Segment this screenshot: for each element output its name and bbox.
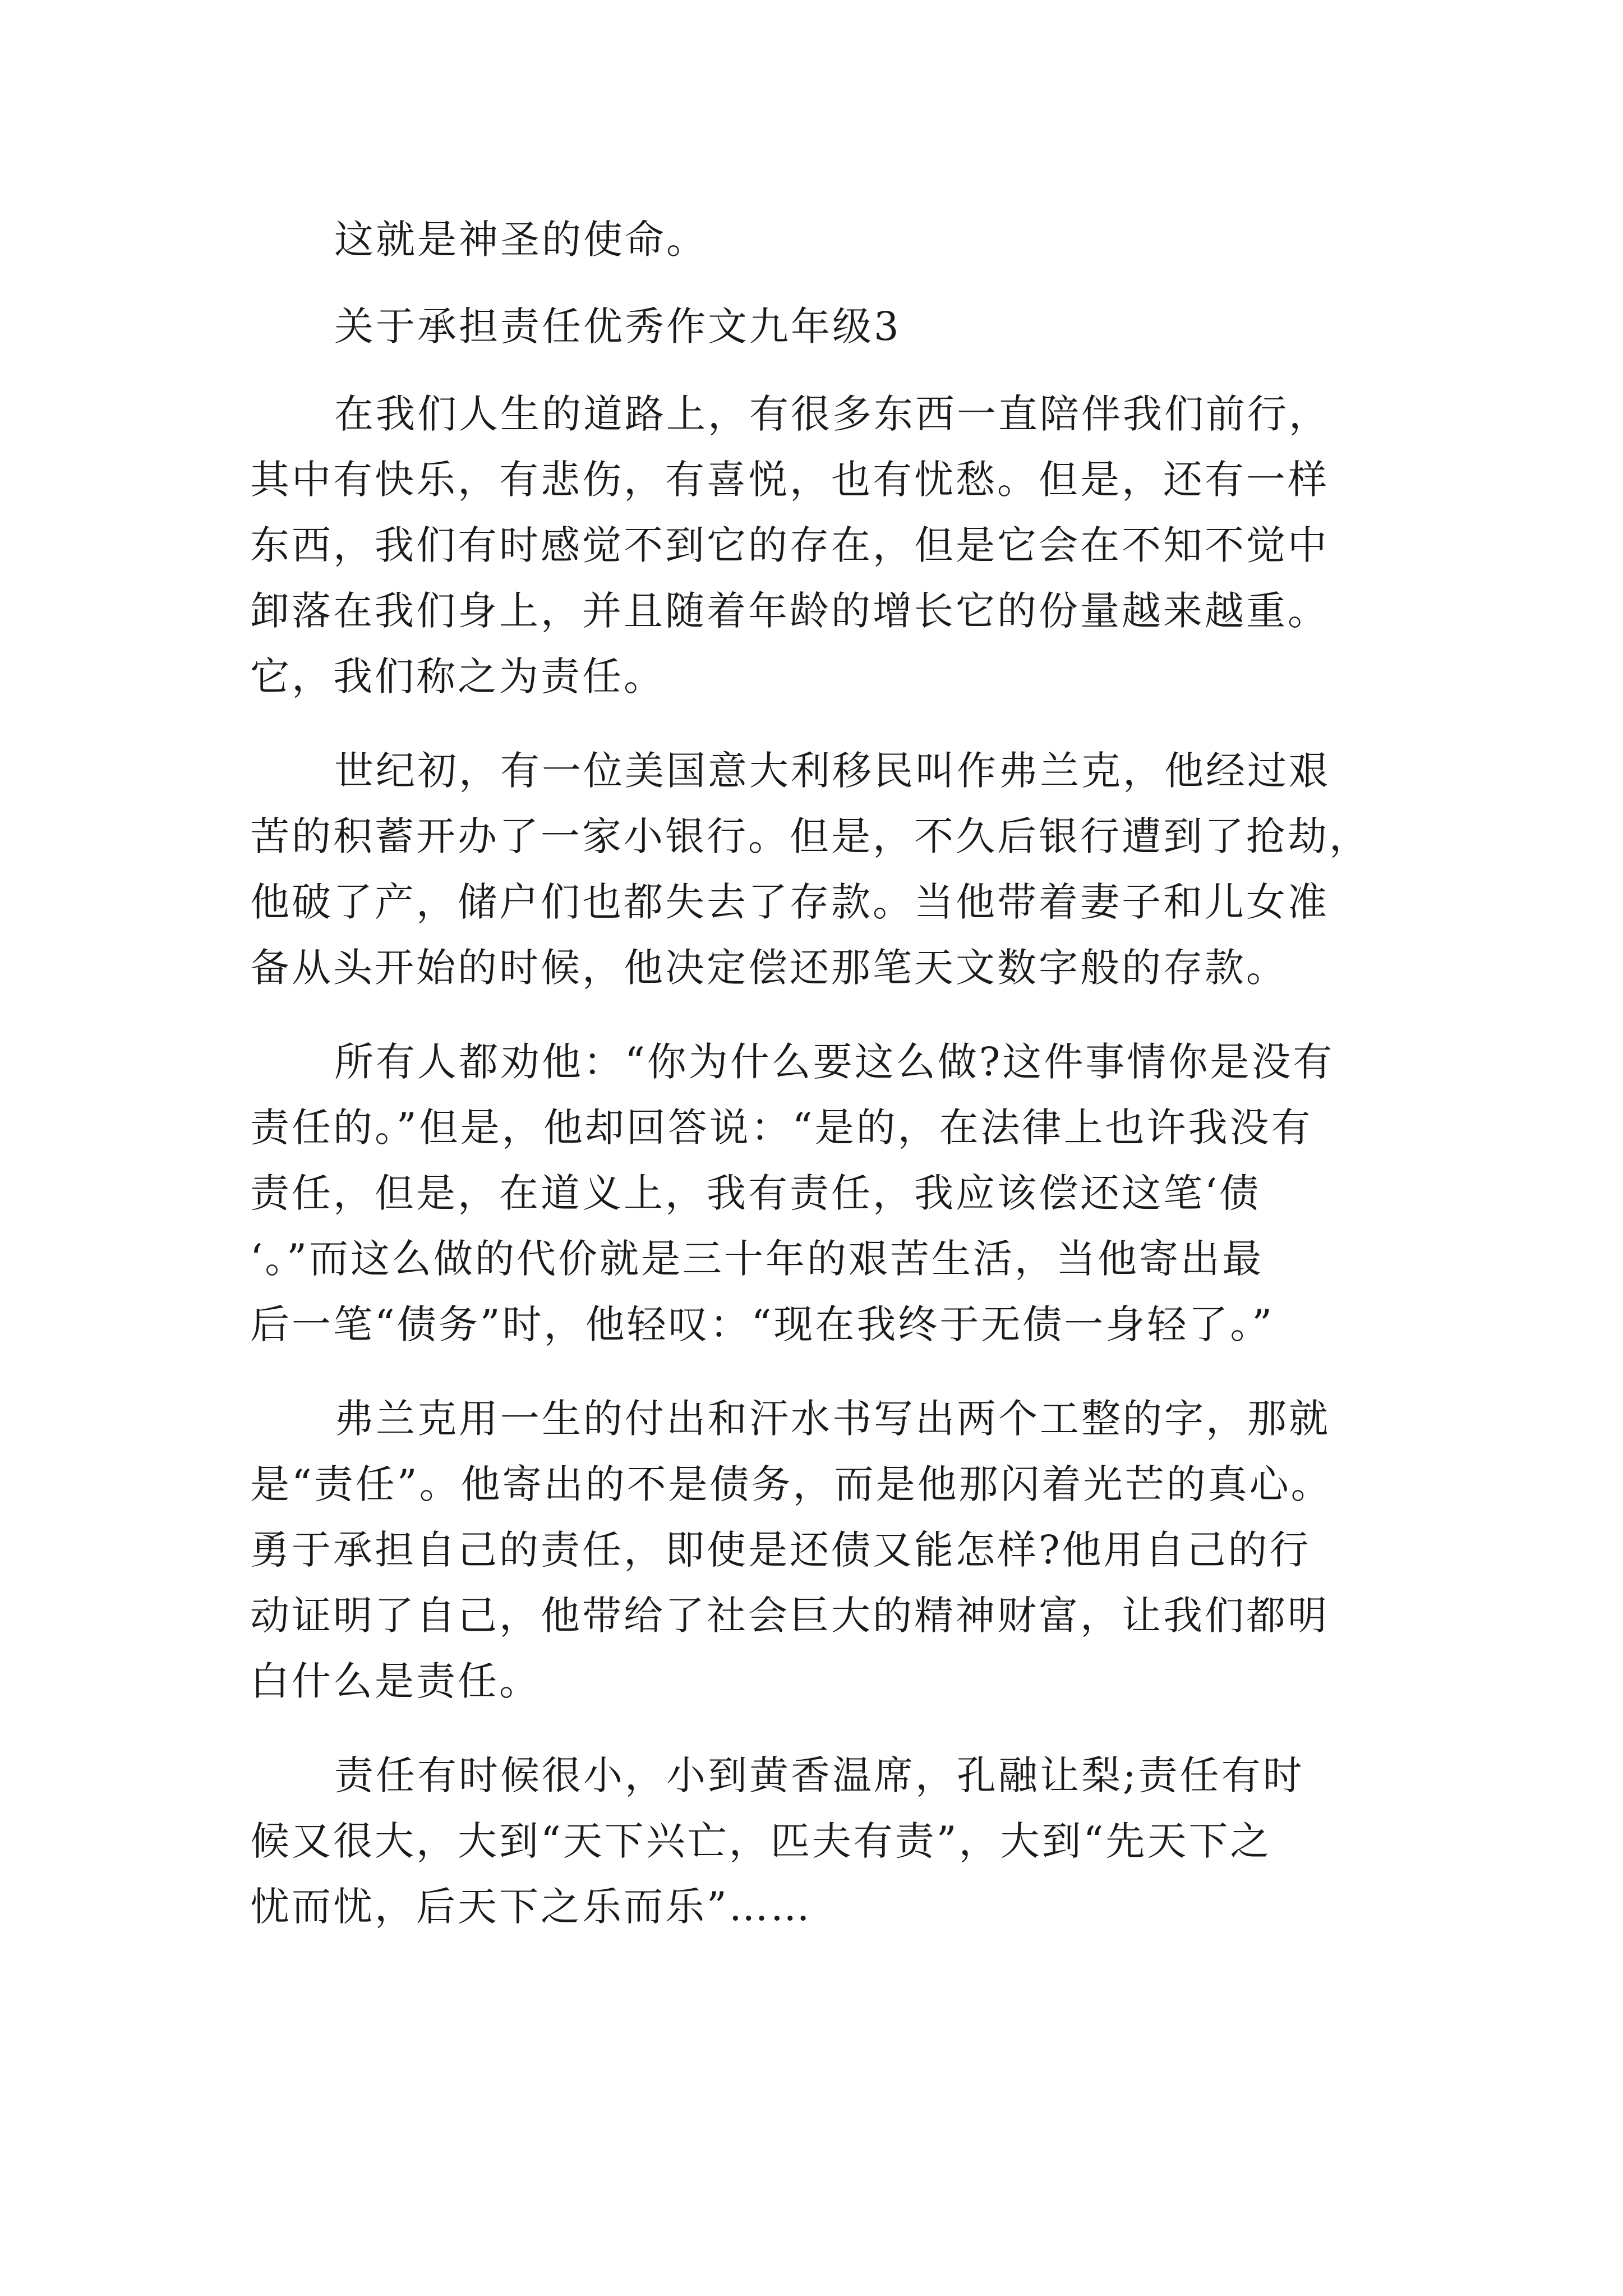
paragraph-2-line-2: 苦的积蓄开办了一家小银行。但是，不久后银行遭到了抢劫， — [250, 813, 1371, 859]
paragraph-3-line-5: 后一笔“债务”时，他轻叹：“现在我终于无债一身轻了。” — [250, 1301, 1275, 1347]
essay-title: 关于承担责任优秀作文九年级3 — [334, 303, 901, 349]
text-line-sacred-mission: 这就是神圣的使命。 — [334, 217, 708, 263]
paragraph-3-line-3: 责任，但是，在道义上，我有责任，我应该偿还这笔‘债 — [250, 1170, 1261, 1216]
paragraph-5-line-3: 忧而忧，后天下之乐而乐”…… — [250, 1884, 812, 1930]
paragraph-3-line-4: ‘。”而这么做的代价就是三十年的艰苦生活，当他寄出最 — [250, 1236, 1264, 1282]
paragraph-3-line-1: 所有人都劝他：“你为什么要这么做?这件事情你是没有 — [334, 1039, 1335, 1085]
paragraph-3-line-2: 责任的。”但是，他却回答说：“是的，在法律上也许我没有 — [250, 1105, 1313, 1151]
paragraph-4-line-5: 白什么是责任。 — [250, 1658, 541, 1704]
paragraph-1-line-5: 它，我们称之为责任。 — [250, 654, 665, 700]
paragraph-2-line-4: 备从头开始的时候，他决定偿还那笔天文数字般的存款。 — [250, 945, 1288, 991]
paragraph-2-line-3: 他破了产，储户们也都失去了存款。当他带着妻子和儿女准 — [250, 879, 1329, 925]
paragraph-1-line-4: 卸落在我们身上，并且随着年龄的增长它的份量越来越重。 — [250, 588, 1329, 634]
paragraph-4-line-3: 勇于承担自己的责任，即使是还债又能怎样?他用自己的行 — [250, 1527, 1311, 1573]
paragraph-4-line-2: 是“责任”。他寄出的不是债务，而是他那闪着光芒的真心。 — [250, 1461, 1332, 1507]
paragraph-1-line-1: 在我们人生的道路上，有很多东西一直陪伴我们前行， — [334, 391, 1330, 437]
paragraph-5-line-1: 责任有时候很小，小到黄香温席，孔融让梨;责任有时 — [334, 1752, 1304, 1798]
paragraph-1-line-2: 其中有快乐，有悲伤，有喜悦，也有忧愁。但是，还有一样 — [250, 457, 1329, 503]
paragraph-5-line-2: 候又很大，大到“天下兴亡，匹夫有责”，大到“先天下之 — [250, 1818, 1272, 1864]
paragraph-4-line-4: 动证明了自己，他带给了社会巨大的精神财富，让我们都明 — [250, 1593, 1329, 1639]
paragraph-1-line-3: 东西，我们有时感觉不到它的存在，但是它会在不知不觉中 — [250, 522, 1329, 568]
paragraph-4-line-1: 弗兰克用一生的付出和汗水书写出两个工整的字，那就 — [334, 1396, 1330, 1442]
paragraph-2-line-1: 世纪初，有一位美国意大利移民叫作弗兰克，他经过艰 — [334, 748, 1330, 794]
